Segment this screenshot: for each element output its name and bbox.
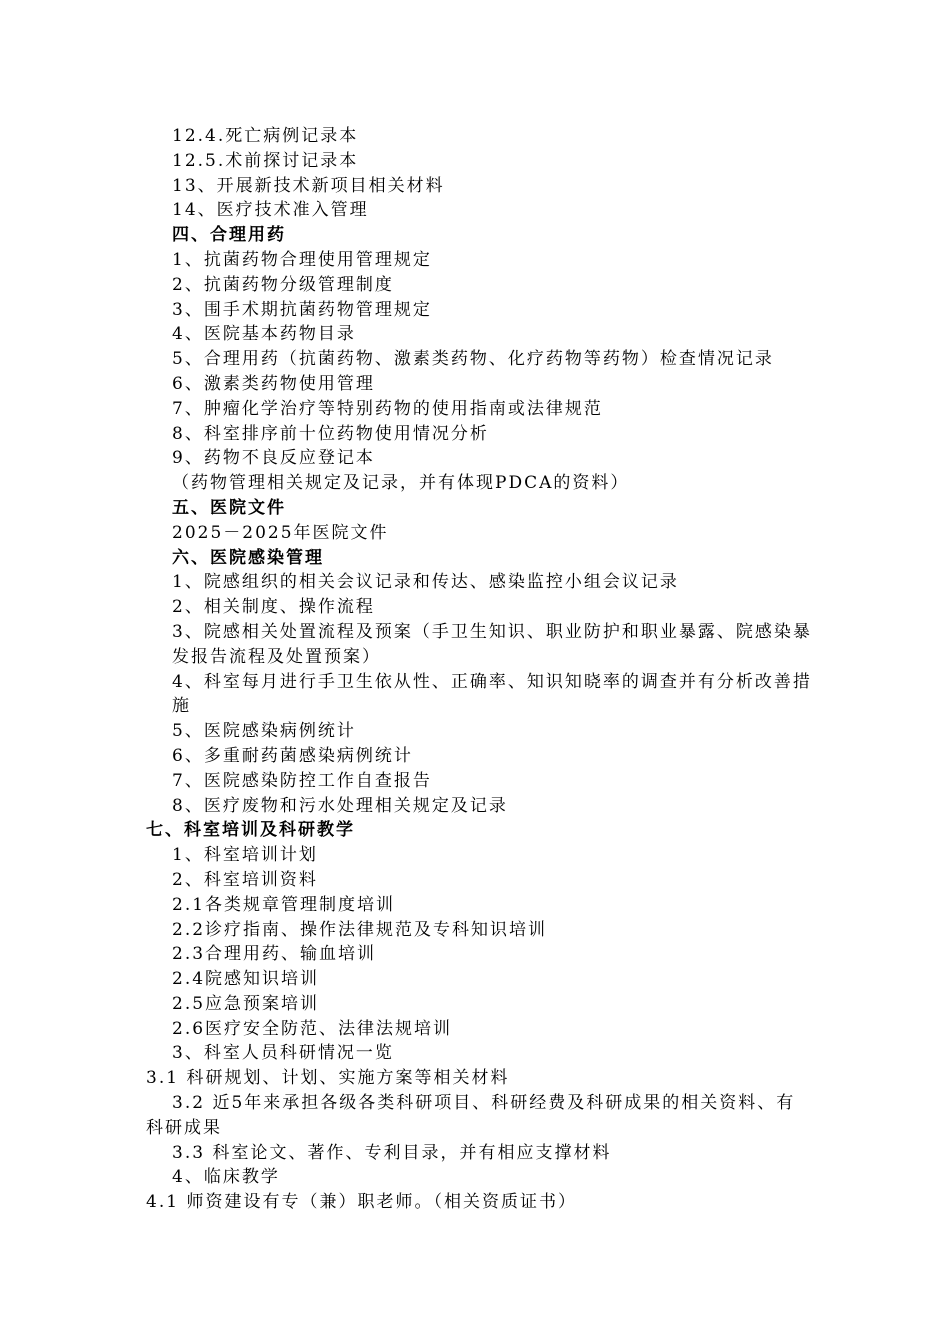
list-item: 9、药物不良反应登记本 [172,448,375,469]
list-item: 7、肿瘤化学治疗等特别药物的使用指南或法律规范 [172,398,603,419]
list-item: 3.2 近5年来承担各级各类科研项目、科研经费及科研成果的相关资料、有科研成果 [146,1093,796,1138]
list-item: 2.6医疗安全防范、法律法规培训 [172,1018,453,1039]
list-item: 4、科室每月进行手卫生依从性、正确率、知识知晓率的调查并有分析改善措施 [172,671,812,717]
list-item: 3、院感相关处置流程及预案（手卫生知识、职业防护和职业暴露、院感染暴发报告流程及处置预案） [172,621,812,667]
document-body [0,124,950,1215]
list-item: 3、科室人员科研情况一览 [172,1043,394,1064]
list-item: 2.2诊疗指南、操作法律规范及专科知识培训 [172,919,548,940]
list-item: 8、科室排序前十位药物使用情况分析 [172,423,489,444]
list-item: 3.3 科室论文、著作、专利目录，并有相应支撑材料 [172,1142,612,1163]
list-item: 2.4院感知识培训 [172,969,320,990]
list-item: 2.3合理用药、输血培训 [172,944,377,965]
list-item: 7、医院感染防控工作自查报告 [172,770,432,791]
line-13: 13、开展新技术新项目相关材料 [172,175,445,196]
list-item: 5、医院感染病例统计 [172,721,356,742]
list-item: 4、临床教学 [172,1167,280,1188]
list-item: 2.1各类规章管理制度培训 [172,894,396,915]
list-item: 5、合理用药（抗菌药物、激素类药物、化疗药物等药物）检查情况记录 [172,349,774,370]
list-item: 2、抗菌药物分级管理制度 [172,274,394,295]
list-item: 8、医疗废物和污水处理相关规定及记录 [172,795,508,816]
list-item: 4、医院基本药物目录 [172,324,356,345]
list-item: 2.5应急预案培训 [172,993,320,1014]
line-12-5: 12.5.术前探讨记录本 [172,150,359,171]
note-line: （药物管理相关规定及记录，并有体现PDCA的资料） [172,473,630,494]
list-item: 2025－2025年医院文件 [172,522,389,543]
list-item: 3.1 科研规划、计划、实施方案等相关材料 [146,1068,510,1089]
list-item: 1、抗菌药物合理使用管理规定 [172,249,432,270]
line-14: 14、医疗技术准入管理 [172,200,369,221]
list-item: 6、激素类药物使用管理 [172,373,375,394]
list-item: 4.1 师资建设有专（兼）职老师。（相关资质证书） [146,1192,577,1213]
section-heading-4: 四、合理用药 [172,225,286,246]
section-heading-7: 七、科室培训及科研教学 [146,820,355,841]
list-item: 2、相关制度、操作流程 [172,597,375,618]
list-item: 6、多重耐药菌感染病例统计 [172,745,413,766]
list-item: 2、科室培训资料 [172,869,318,890]
section-heading-5: 五、医院文件 [172,497,286,518]
line-12-4: 12.4.死亡病例记录本 [172,126,359,146]
list-item: 1、科室培训计划 [172,845,318,866]
section-heading-6: 六、医院感染管理 [172,547,324,568]
list-item: 3、围手术期抗菌药物管理规定 [172,299,432,320]
list-item: 1、院感组织的相关会议记录和传达、感染监控小组会议记录 [172,572,679,593]
